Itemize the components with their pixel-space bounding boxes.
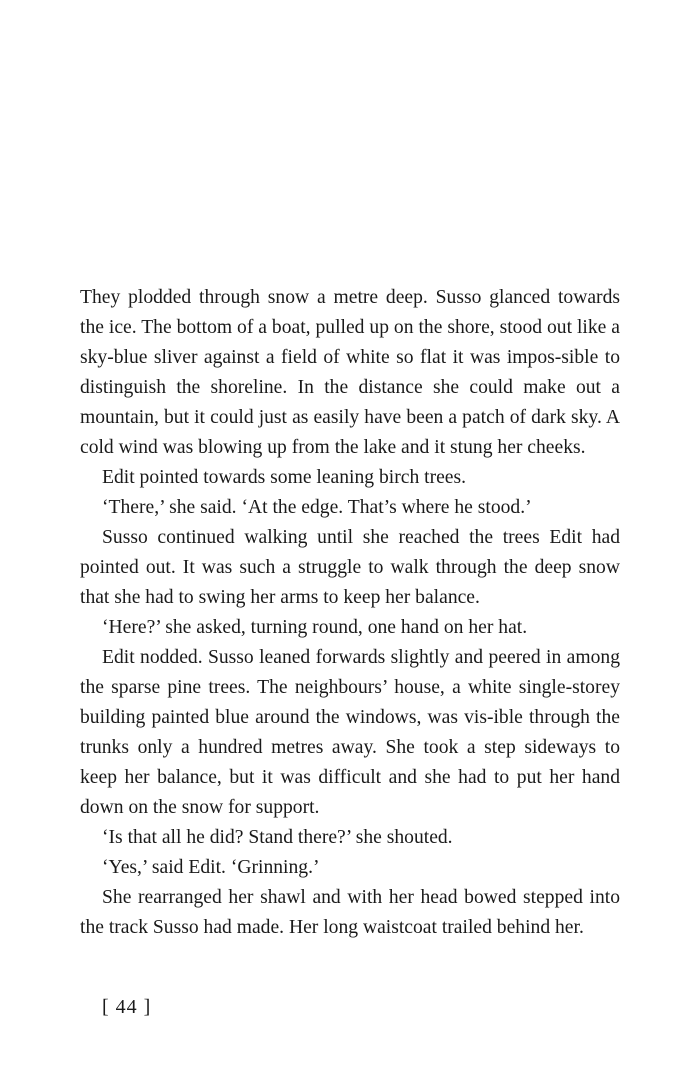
paragraph: ‘Yes,’ said Edit. ‘Grinning.’ <box>102 857 320 878</box>
body-text <box>80 283 620 943</box>
paragraph: She rearranged her shawl and with her head bowed stepped into the track Susso had made. Her long waistcoat trailed behind her. <box>80 887 620 938</box>
paragraph: ‘There,’ she said. ‘At the edge. That’s where he stood.’ <box>102 497 532 518</box>
paragraph: ‘Is that all he did? Stand there?’ she shouted. <box>102 827 453 848</box>
paragraph: Susso continued walking until she reached the trees Edit had pointed out. It was such a struggle to walk through the deep snow that she had to swing her arms to keep her balance. <box>80 527 620 608</box>
paragraph: Edit pointed towards some leaning birch trees. <box>102 467 467 488</box>
paragraph: ‘Here?’ she asked, turning round, one hand on her hat. <box>102 617 528 638</box>
paragraph: Edit nodded. Susso leaned forwards slightly and peered in among the sparse pine trees. The neighbours’ house, a white single-storey building painted blue around the windows, was vis-ible through the trunks only a hundred metres away. She took a step sideways to keep her balance, but it was difficult and she had to put her hand down on the snow for support. <box>80 647 620 818</box>
paragraph: They plodded through snow a metre deep. Susso glanced towards the ice. The bottom of a boat, pulled up on the shore, stood out like a sky-blue sliver against a field of white so flat it was impos-sible to distinguish the shoreline. In the distance she could make out a mountain, but it could just as easily have been a patch of dark sky. A cold wind was blowing up from the lake and it stung her cheeks. <box>80 287 620 458</box>
page-number: [ 44 ] <box>102 996 152 1018</box>
